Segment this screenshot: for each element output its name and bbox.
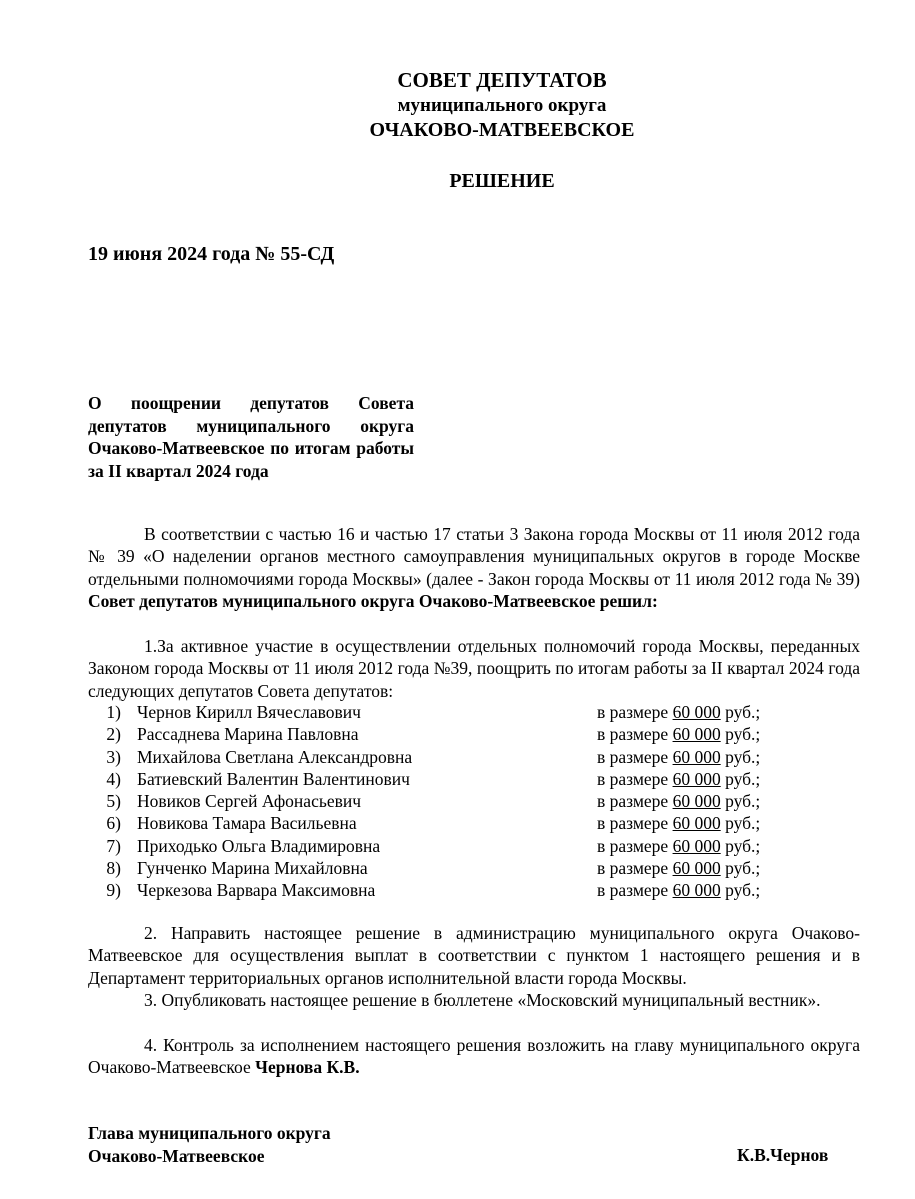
deputy-name: Черкезова Варвара Максимовна — [137, 880, 376, 901]
list-item-number: 4) — [106, 768, 121, 789]
amount-suffix: руб.; — [725, 813, 761, 834]
amount-prefix: в размере — [597, 724, 669, 745]
reward-amount — [597, 790, 760, 812]
deputy-name: Чернов Кирилл Вячеславович — [137, 702, 361, 722]
amount-prefix: в размере — [597, 791, 669, 812]
list-item-number: 5) — [106, 791, 121, 812]
amount-value: 60 000 — [672, 858, 721, 879]
item-4-responsible: Чернова К.В. — [255, 1057, 360, 1078]
reward-amount — [597, 701, 760, 723]
amount-value: 60 000 — [672, 724, 721, 745]
deputy-name: Батиевский Валентин Валентинович — [137, 768, 410, 789]
amount-prefix: в размере — [597, 768, 669, 789]
list-item-number: 6) — [106, 813, 121, 834]
header-municipality: муниципального округа — [397, 95, 607, 116]
amount-suffix: руб.; — [725, 768, 761, 789]
list-item — [88, 879, 860, 901]
amount-suffix: руб.; — [725, 702, 761, 722]
amount-suffix: руб.; — [725, 858, 761, 879]
reward-amount — [597, 857, 760, 879]
item-4-text: 4. Контроль за исполнением настоящего решения возложить на главу муниципального округа Очаково-Матвеевское — [88, 1035, 860, 1078]
item-4-paragraph — [88, 1034, 860, 1079]
decision-subject: О поощрении депутатов Совета депутатов муниципального округа Очаково-Матвеевское по итогам работы за II квартал 2024 года — [88, 393, 414, 481]
amount-suffix: руб.; — [725, 746, 761, 767]
list-item-number: 1) — [106, 702, 121, 722]
list-item — [88, 723, 860, 745]
basis-text: В соответствии с частью 16 и частью 17 статьи 3 Закона города Москвы от 11 июля 2012 года № 39 «О наделении органов местного самоуправления муниципальных округов в городе Москве отдельными полномочиями города Москвы» (далее - Закон города Москвы от 11 июля 2012 года № 39) — [88, 524, 860, 589]
amount-value: 60 000 — [672, 813, 721, 834]
header-district-name: ОЧАКОВО-МАТВЕЕВСКОЕ — [369, 119, 635, 141]
amount-value: 60 000 — [672, 702, 721, 722]
signature-title — [88, 1122, 331, 1167]
amount-value: 60 000 — [672, 746, 721, 767]
signature-title-line-1: Глава муниципального округа — [88, 1123, 331, 1143]
list-item-number: 2) — [106, 724, 121, 745]
signature-name: К.В.Чернов — [737, 1145, 829, 1165]
list-item-number: 3) — [106, 746, 121, 767]
decided-text: Совет депутатов муниципального округа Очаково-Матвеевское решил: — [88, 590, 658, 611]
reward-amount — [597, 723, 760, 745]
header-organization: СОВЕТ ДЕПУТАТОВ — [397, 68, 607, 92]
amount-value: 60 000 — [672, 880, 721, 901]
amount-prefix: в размере — [597, 702, 669, 722]
amount-suffix: руб.; — [725, 724, 761, 745]
deputy-name: Михайлова Светлана Александровна — [137, 746, 413, 767]
list-item — [88, 835, 860, 857]
amount-value: 60 000 — [672, 791, 721, 812]
list-item — [88, 746, 860, 768]
list-item — [88, 857, 860, 879]
amount-prefix: в размере — [597, 746, 669, 767]
deputy-name: Новиков Сергей Афонасьевич — [137, 791, 362, 812]
amount-prefix: в размере — [597, 813, 669, 834]
item-2-paragraph: 2. Направить настоящее решение в администрацию муниципального округа Очаково-Матвеевское для осуществления выплат в соответствии с пунктом 1 настоящего решения и в Департамент территориальных органов исполнительной власти города Москвы. — [88, 923, 860, 988]
amount-suffix: руб.; — [725, 835, 761, 856]
list-item — [88, 768, 860, 790]
list-item-number: 8) — [106, 858, 121, 879]
deputy-name: Гунченко Марина Михайловна — [137, 858, 368, 879]
reward-amount — [597, 812, 760, 834]
amount-suffix: руб.; — [725, 791, 761, 812]
amount-prefix: в размере — [597, 880, 669, 901]
amount-value: 60 000 — [672, 768, 721, 789]
amount-prefix: в размере — [597, 835, 669, 856]
amount-value: 60 000 — [672, 835, 721, 856]
list-item-number: 9) — [106, 880, 121, 901]
date-and-number: 19 июня 2024 года № 55-СД — [88, 243, 335, 265]
item-3-paragraph: 3. Опубликовать настоящее решение в бюллетене «Московский муниципальный вестник». — [144, 990, 821, 1010]
list-item — [88, 812, 860, 834]
deputies-list — [88, 701, 860, 902]
reward-amount — [597, 746, 760, 768]
list-item — [88, 701, 860, 723]
item-1-paragraph: 1.За активное участие в осуществлении отдельных полномочий города Москвы, переданных Законом города Москвы от 11 июля 2012 года №39, поощрить по итогам работы за II квартал 2024 года следующих депутатов Совета депутатов: — [88, 636, 860, 701]
deputy-name: Новикова Тамара Васильевна — [137, 813, 357, 834]
list-item-number: 7) — [106, 835, 121, 856]
reward-amount — [597, 768, 760, 790]
amount-prefix: в размере — [597, 858, 669, 879]
reward-amount — [597, 879, 760, 901]
signature-title-line-2: Очаково-Матвеевское — [88, 1145, 265, 1166]
basis-paragraph — [88, 523, 860, 612]
list-item — [88, 790, 860, 812]
reward-amount — [597, 835, 760, 857]
deputy-name: Приходько Ольга Владимировна — [137, 835, 381, 856]
amount-suffix: руб.; — [725, 880, 761, 901]
deputy-name: Рассаднева Марина Павловна — [137, 724, 359, 745]
document-type: РЕШЕНИЕ — [449, 170, 555, 192]
